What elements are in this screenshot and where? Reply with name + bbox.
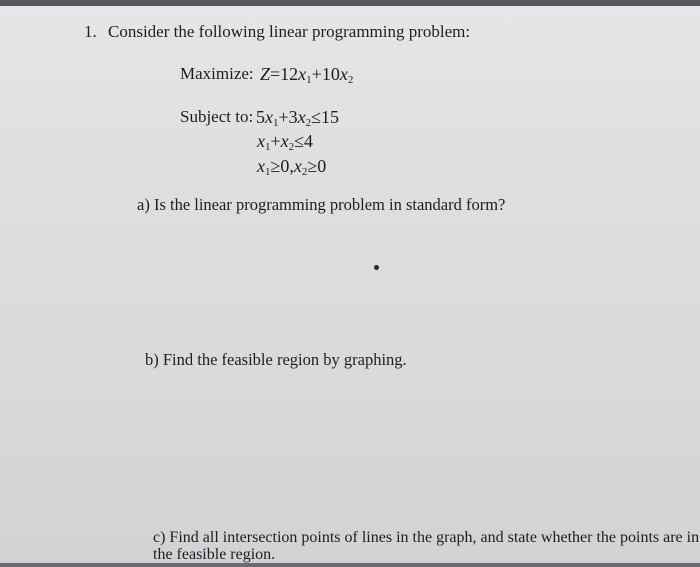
part-b-question: b) Find the feasible region by graphing. [145,350,407,369]
constraint-1: $5x_1+3x_2\le 15$ [256,107,340,129]
objective-label: Maximize: [180,64,254,83]
constraint-nonnegativity: $x_1\ge 0,x_2\ge 0$ [257,156,327,178]
part-c-question-line-2: the feasible region. [153,546,276,563]
constraint-2: $x_1+x_2\le 4$ [257,131,314,153]
constraints-label: Subject to: [180,107,254,126]
objective-expression: $Z=12x_1+10x_2$ [260,64,354,86]
part-a-question: a) Is the linear programming problem in standard form? [137,195,506,214]
question-number: 1. [84,22,97,41]
part-c-question-line-1: c) Find all intersection points of lines in the graph, and state whether the points are in [153,529,700,546]
question-text: Consider the following linear programming problem: [108,22,471,41]
bottom-edge-bar [0,563,700,567]
stray-dot-mark [374,265,379,270]
top-edge-bar [0,0,700,6]
